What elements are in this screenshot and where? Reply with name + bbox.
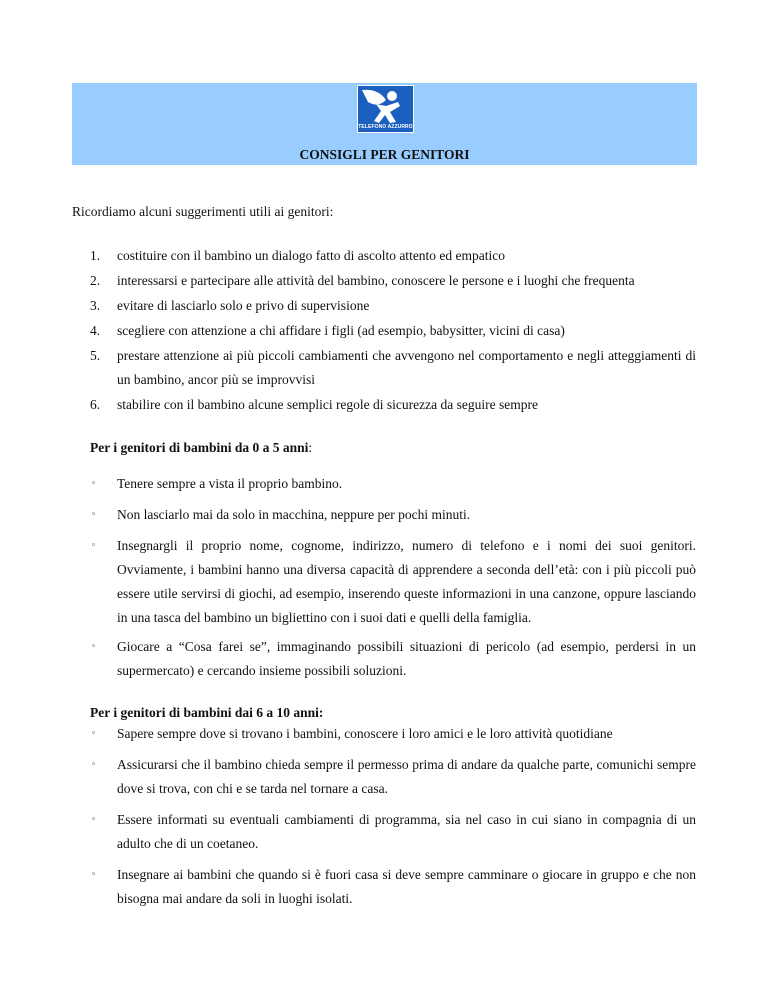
list-item xyxy=(90,863,696,911)
item-text: Essere informati su eventuali cambiamenti di programma, sia nel caso in cui siano in compagnia di un adulto che di un coetaneo. xyxy=(117,812,696,851)
item-number: 6. xyxy=(90,397,101,412)
item-text: Sapere sempre dove si trovano i bambini, conoscere i loro amici e le loro attività quotidiane xyxy=(117,726,613,741)
advice-list-6-10 xyxy=(90,722,696,911)
bullet-icon: ◦ xyxy=(91,479,97,489)
item-text: Insegnargli il proprio nome, cognome, indirizzo, numero di telefono e i nomi dei suoi genitori. Ovviamente, i bambini hanno una diversa capacità di apprendere a seconda dell’età: con i più piccoli può essere utile servirsi di giochi, ad esempio, inserendo queste informazioni in una canzone, oppure lasciando in una tasca del bambino un bigliettino con i suoi dati e quelli della famiglia. xyxy=(117,538,696,625)
section-title-bold: Per i genitori di bambini da 0 a 5 anni xyxy=(90,440,309,455)
item-text: prestare attenzione ai più piccoli cambiamenti che avvengono nel comportamento e negli atteggiamenti di un bambino, ancor più se improvvisi xyxy=(117,348,696,387)
bullet-icon: ◦ xyxy=(91,642,97,652)
bullet-icon: ◦ xyxy=(91,815,97,825)
bullet-icon: ◦ xyxy=(91,729,97,739)
list-item xyxy=(90,244,696,268)
header-banner xyxy=(72,83,697,165)
intro-text: Ricordiamo alcuni suggerimenti utili ai genitori: xyxy=(72,204,334,219)
bullet-icon: ◦ xyxy=(91,541,97,551)
section-title-suffix: : xyxy=(308,440,313,455)
item-text: Tenere sempre a vista il proprio bambino. xyxy=(117,476,343,491)
section-title-6-10 xyxy=(90,705,323,721)
list-item xyxy=(90,393,696,417)
list-item xyxy=(90,344,696,392)
list-item xyxy=(90,503,696,527)
item-number: 4. xyxy=(90,323,101,338)
item-text: scegliere con attenzione a chi affidare i figli (ad esempio, babysitter, vicini di casa) xyxy=(117,323,565,338)
section-title-bold: Per i genitori di bambini dai 6 a 10 anni: xyxy=(90,705,324,720)
list-item xyxy=(90,472,696,496)
numbered-advice-list xyxy=(90,244,696,418)
bullet-icon: ◦ xyxy=(91,870,97,880)
section-title-0-5 xyxy=(90,440,312,456)
telefono-azzurro-logo xyxy=(357,85,414,133)
advice-list-0-5 xyxy=(90,472,696,683)
item-number: 1. xyxy=(90,248,101,263)
list-item xyxy=(90,635,696,683)
item-text: stabilire con il bambino alcune semplici regole di sicurezza da seguire sempre xyxy=(117,397,538,412)
list-item xyxy=(90,319,696,343)
list-item xyxy=(90,753,696,801)
item-text: Assicurarsi che il bambino chieda sempre il permesso prima di andare da qualche parte, comunichi sempre dove si trova, con chi e se tarda nel tornare a casa. xyxy=(117,757,696,796)
list-item xyxy=(90,808,696,856)
item-text: Insegnare ai bambini che quando si è fuori casa si deve sempre camminare o giocare in gruppo e che non bisogna mai andare da soli in luoghi isolati. xyxy=(117,867,696,906)
item-number: 2. xyxy=(90,273,101,288)
logo-text: TELEFONO AZZURRO xyxy=(358,124,413,130)
item-text: interessarsi e partecipare alle attività del bambino, conoscere le persone e i luoghi che frequenta xyxy=(117,273,635,288)
list-item xyxy=(90,294,696,318)
list-item xyxy=(90,534,696,630)
page-title: CONSIGLI PER GENITORI xyxy=(299,147,470,162)
item-number: 3. xyxy=(90,298,101,313)
list-item xyxy=(90,269,696,293)
item-text: evitare di lasciarlo solo e privo di supervisione xyxy=(117,298,370,313)
item-text: Giocare a “Cosa farei se”, immaginando possibili situazioni di pericolo (ad esempio, perdersi in un supermercato) e cercando insieme possibili soluzioni. xyxy=(117,639,696,678)
bullet-icon: ◦ xyxy=(91,760,97,770)
list-item xyxy=(90,722,696,746)
item-text: Non lasciarlo mai da solo in macchina, neppure per pochi minuti. xyxy=(117,507,471,522)
item-number: 5. xyxy=(90,348,101,363)
item-text: costituire con il bambino un dialogo fatto di ascolto attento ed empatico xyxy=(117,248,506,263)
bullet-icon: ◦ xyxy=(91,510,97,520)
